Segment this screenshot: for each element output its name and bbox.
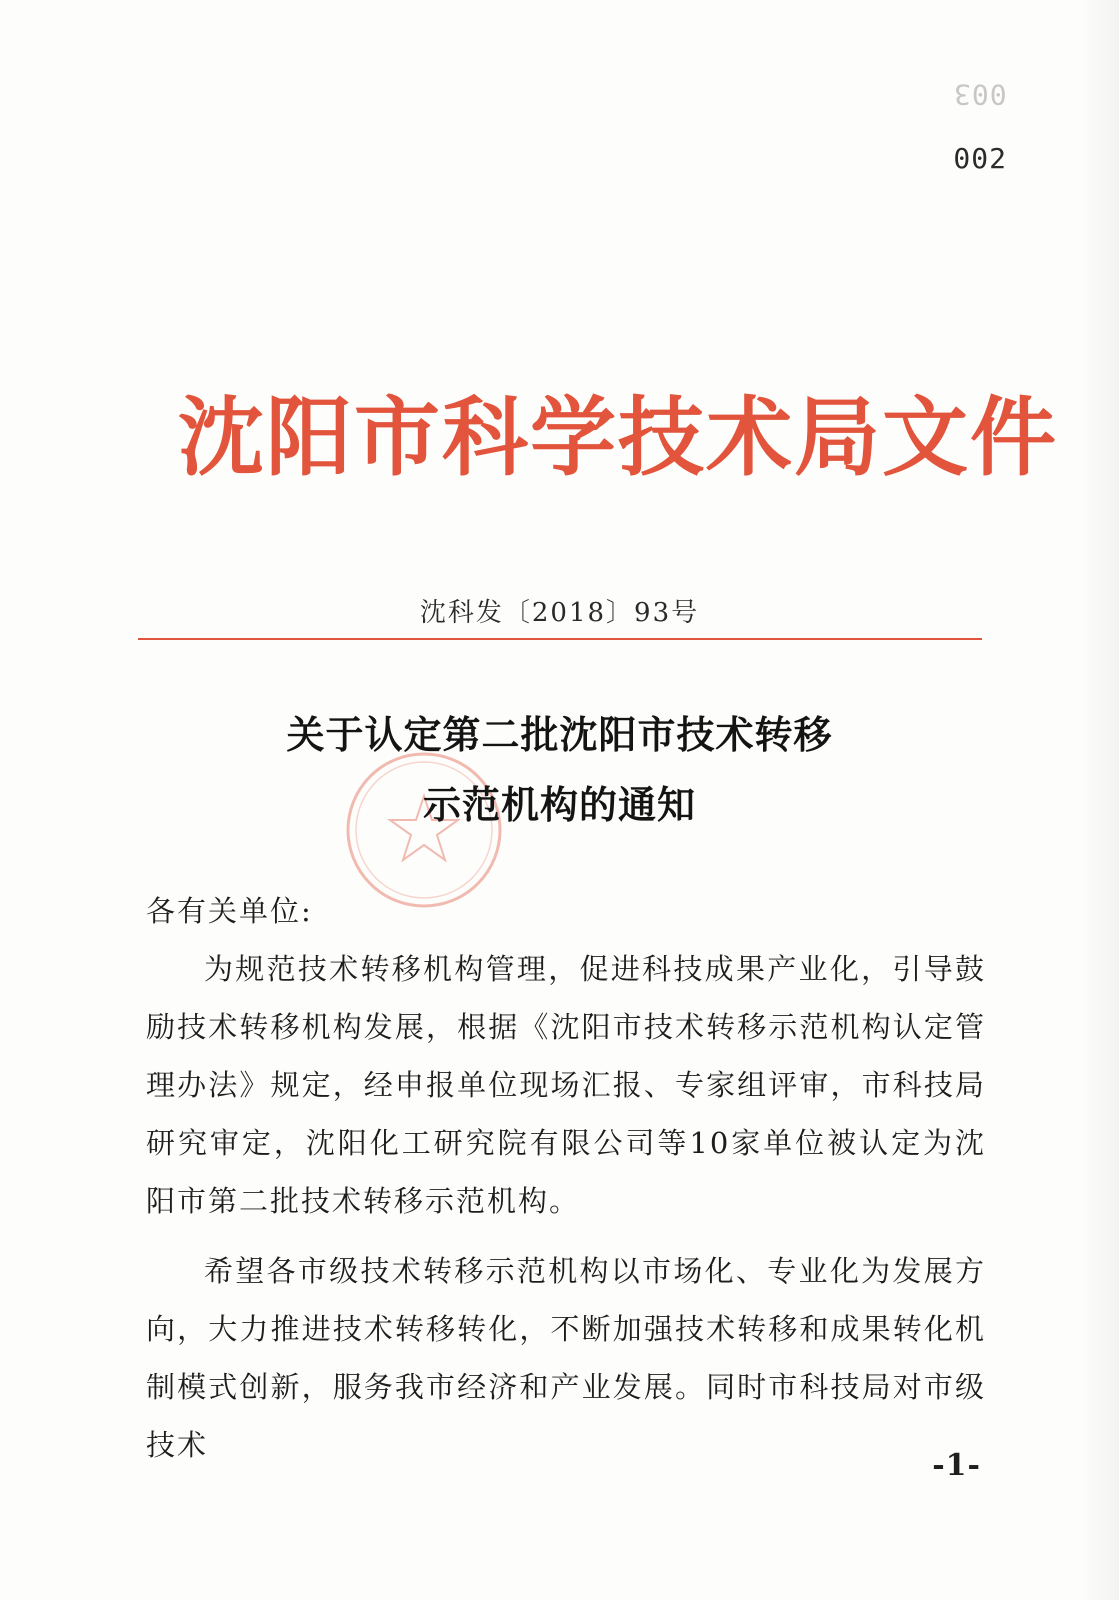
scan-edge-shadow — [1079, 0, 1119, 1600]
faded-page-number: 003 — [953, 78, 1007, 111]
red-header-rule — [138, 638, 982, 640]
body-paragraph-1: 为规范技术转移机构管理，促进科技成果产业化，引导鼓励技术转移机构发展，根据《沈阳市技术转移示范机构认定管理办法》规定，经申报单位现场汇报、专家组评审，市科技局研究审定，沈阳化工研究院有限公司等10家单位被认定为沈阳市第二批技术转移示范机构。 — [146, 952, 986, 1218]
page-footer-number: -1- — [932, 1448, 981, 1483]
notice-title-line-1: 关于认定第二批沈阳市技术转移 — [286, 712, 833, 757]
notice-title-line-2: 示范机构的通知 — [422, 782, 696, 827]
document-number: 沈科发〔2018〕93号 — [419, 598, 700, 628]
archive-page-number: 002 — [953, 142, 1007, 175]
salutation: 各有关单位: — [146, 894, 313, 928]
notice-title — [0, 700, 1119, 840]
notice-body — [146, 882, 986, 1474]
agency-header-title: 沈阳市科学技术局文件 — [178, 387, 1058, 488]
body-paragraph-2: 希望各市级技术转移示范机构以市场化、专业化为发展方向，大力推进技术转移转化，不断加强技术转移和成果转化机制模式创新，服务我市经济和产业发展。同时市科技局对市级技术 — [146, 1254, 986, 1462]
